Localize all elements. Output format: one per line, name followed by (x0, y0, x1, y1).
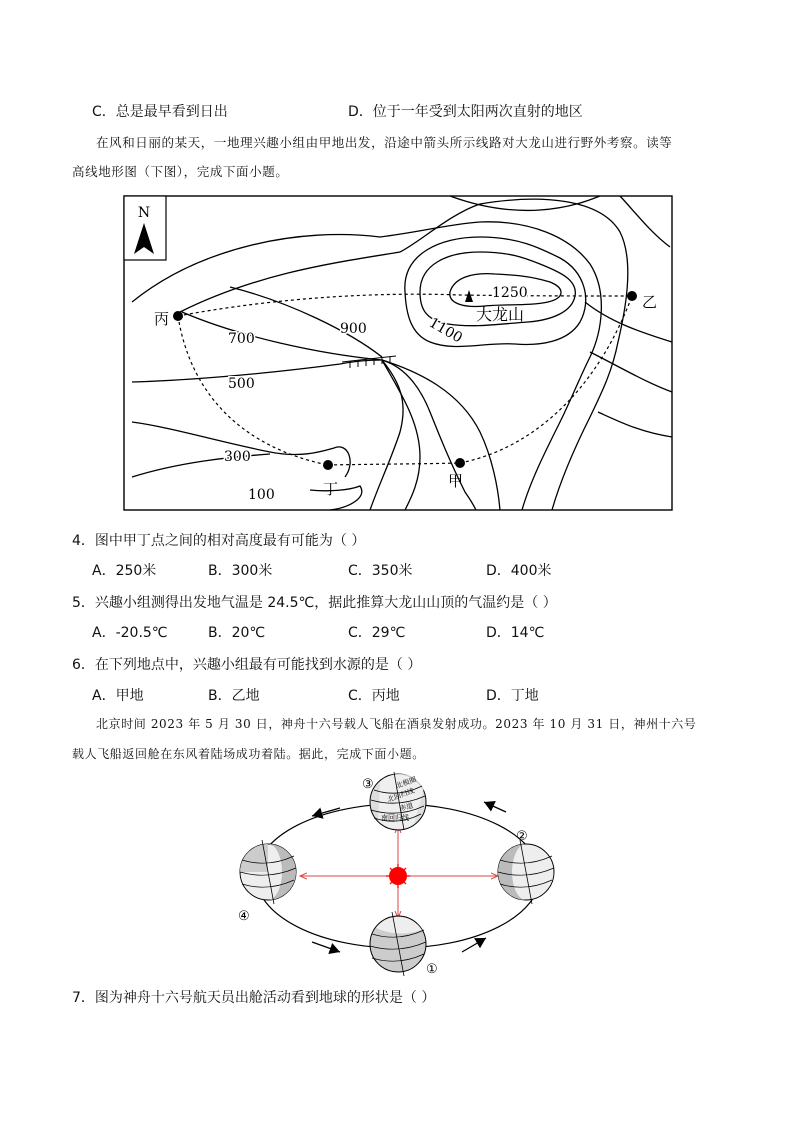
contour-label-900: 900 (340, 321, 367, 337)
point-ding-marker (323, 460, 333, 470)
prev-option-d: D．位于一年受到太阳两次直射的地区 (348, 104, 583, 120)
sun-icon (386, 864, 410, 888)
q6-option-c: C．丙地 (348, 688, 400, 704)
q4-option-c: C．350米 (348, 563, 413, 579)
label-position-4: ④ (238, 909, 250, 924)
globe3-label-tropic-cancer: 北回归线 (386, 786, 416, 804)
q6-option-a: A．甲地 (92, 688, 144, 704)
globe3-label-arctic: 北极圈 (395, 775, 418, 791)
orbit-diagram (228, 768, 568, 980)
contour-label-500: 500 (228, 376, 255, 392)
q7-stem: 7．图为神舟十六号航天员出舱活动看到地球的形状是（ ） (72, 990, 436, 1006)
passage1-line2: 高线地形图（下图），完成下面小题。 (72, 164, 289, 179)
point-yi-marker (627, 291, 637, 301)
q6-option-b: B．乙地 (208, 688, 260, 704)
label-position-1: ① (426, 962, 438, 977)
passage1-line1: 在风和日丽的某天，一地理兴趣小组由甲地出发，沿途中箭头所示线路对大龙山进行野外考察。读等 (96, 135, 673, 150)
contour-label-300: 300 (224, 449, 251, 465)
q5-stem: 5．兴趣小组测得出发地气温是 24.5℃，据此推算大龙山山顶的气温约是（ ） (72, 595, 557, 611)
globe-2-icon (498, 840, 554, 904)
contour-map (120, 192, 676, 514)
q5-option-d: D．14℃ (486, 625, 545, 641)
q6-option-d: D．丁地 (486, 688, 539, 704)
label-position-3: ③ (362, 777, 374, 792)
contour-label-700: 700 (228, 331, 255, 347)
q4-option-d: D．400米 (486, 563, 552, 579)
point-bing-marker (173, 311, 183, 321)
label-yi: 乙 (642, 293, 658, 311)
q6-stem: 6．在下列地点中，兴趣小组最有可能找到水源的是（ ） (72, 657, 422, 673)
q4-option-a: A．250米 (92, 563, 157, 579)
label-jia: 甲 (448, 472, 464, 490)
globe-3-icon (370, 772, 426, 830)
q5-option-b: B．20℃ (208, 625, 266, 641)
contour-label-1250: 1250 (492, 285, 528, 301)
passage2-line2: 载人飞船返回舱在东风着陆场成功着陆。据此，完成下面小题。 (72, 747, 425, 761)
passage2-line1: 北京时间 2023 年 5 月 30 日，神舟十六号载人飞船在酒泉发射成功。2023 年 10 月 31 日，神州十六号 (96, 717, 697, 731)
q5-option-c: C．29℃ (348, 625, 406, 641)
globe-4-icon (240, 840, 296, 904)
contour-label-1100: 1100 (426, 314, 465, 347)
q5-option-a: A．-20.5℃ (92, 625, 168, 641)
q4-option-b: B．300米 (208, 563, 273, 579)
globe3-label-equator: 赤道 (398, 801, 415, 813)
contour-label-100: 100 (248, 487, 275, 503)
north-arrow (124, 196, 166, 260)
label-bing: 丙 (154, 310, 170, 328)
point-jia-marker (455, 458, 465, 468)
prev-option-c: C．总是最早看到日出 (92, 104, 228, 120)
q4-stem: 4．图中甲丁点之间的相对高度最有可能为（ ） (72, 533, 366, 549)
label-summit: 大龙山 (476, 305, 525, 324)
north-label: N (137, 205, 151, 221)
label-ding: 丁 (323, 480, 339, 498)
label-position-2: ② (516, 829, 528, 844)
globe3-label-tropic-capricorn: 南回归线 (381, 814, 409, 822)
globe-1-icon (370, 912, 426, 976)
